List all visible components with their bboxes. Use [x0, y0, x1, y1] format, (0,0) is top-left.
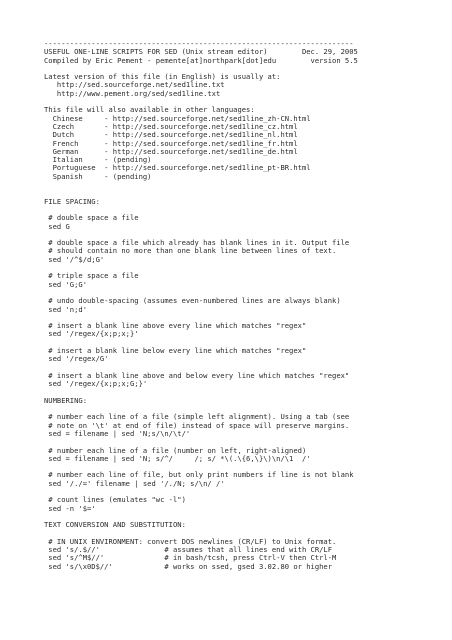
- document-line: # count lines (emulates "wc -l"): [44, 495, 186, 505]
- document-line: USEFUL ONE-LINE SCRIPTS FOR SED (Unix stream editor) Dec. 29, 2005: [44, 47, 358, 57]
- document-line: [44, 189, 444, 197]
- document-line: German - http://sed.sourceforge.net/sed1line_de.html: [44, 146, 298, 156]
- document-line: French - http://sed.sourceforge.net/sed1line_fr.html: [44, 138, 298, 148]
- document-line: [44, 388, 444, 396]
- document-line: # IN UNIX ENVIRONMENT: convert DOS newlines (CR/LF) to Unix format.: [44, 536, 337, 546]
- document-line: sed 's/\x0D$//' # works on ssed, gsed 3.02.80 or higher: [44, 561, 333, 571]
- document-line: # triple space a file: [44, 271, 139, 281]
- document-line: sed 's/^M$//' # in bash/tcsh, press Ctrl-V then Ctrl-M: [44, 553, 337, 563]
- document-line: # double space a file: [44, 213, 139, 223]
- document-line: ------------------------------------------------------------------------: [44, 39, 354, 48]
- document-line: # double space a file which already has blank lines in it. Output file: [44, 238, 350, 248]
- document-line: sed '/regex/{x;p;x;}': [44, 329, 139, 339]
- document-line: # number each line of a file (simple left alignment). Using a tab (see: [44, 412, 350, 422]
- document-line: # insert a blank line above and below every line which matches "regex": [44, 370, 350, 380]
- document-line: [44, 181, 444, 189]
- document-line: # insert a blank line below every line which matches "regex": [44, 345, 307, 355]
- document-line: Latest version of this file (in English) is usually at:: [44, 72, 281, 82]
- document-line: This file will also available in other languages:: [44, 105, 255, 115]
- document-line: sed -n '$=': [44, 503, 96, 513]
- document-line: sed 'n;d': [44, 304, 87, 314]
- document-line: Czech - http://sed.sourceforge.net/sed1line_cz.html: [44, 121, 298, 131]
- document-line: http://sed.sourceforge.net/sed1line.txt: [44, 80, 225, 90]
- document-line: Spanish - (pending): [44, 171, 152, 181]
- document-line: # number each line of file, but only print numbers if line is not blank: [44, 470, 354, 480]
- document-line: FILE SPACING:: [44, 196, 100, 206]
- document-line: Compiled by Eric Pement - pemente[at]northpark[dot]edu version 5.5: [44, 55, 358, 65]
- document-line: # note on '\t' at end of file) instead of space will preserve margins.: [44, 420, 350, 430]
- document-line: # should contain no more than one blank line between lines of text.: [44, 246, 337, 256]
- document-line: http://www.pement.org/sed/sed1line.txt: [44, 88, 221, 98]
- document-line: # insert a blank line above every line which matches "regex": [44, 321, 307, 331]
- sed-one-liners-document: [44, 40, 444, 571]
- document-line: sed '/./=' filename | sed '/./N; s/\n/ /': [44, 478, 225, 488]
- document-line: sed G: [44, 221, 70, 231]
- document-line: Italian - (pending): [44, 155, 152, 165]
- document-line: sed '/regex/{x;p;x;G;}': [44, 379, 148, 389]
- document-line: # undo double-spacing (assumes even-numbered lines are always blank): [44, 296, 341, 306]
- document-line: # number each line of a file (number on left, right-aligned): [44, 445, 307, 455]
- document-line: sed 'G;G': [44, 279, 87, 289]
- document-line: NUMBERING:: [44, 395, 87, 405]
- document-line: sed 's/.$//' # assumes that all lines end with CR/LF: [44, 545, 333, 555]
- document-line: Dutch - http://sed.sourceforge.net/sed1line_nl.html: [44, 130, 298, 140]
- document-line: TEXT CONVERSION AND SUBSTITUTION:: [44, 520, 186, 530]
- document-line: Portuguese - http://sed.sourceforge.net/sed1line_pt-BR.html: [44, 163, 311, 173]
- document-line: sed = filename | sed 'N;s/\n/\t/': [44, 428, 191, 438]
- document-line: sed '/^$/d;G': [44, 254, 105, 264]
- document-line: sed '/regex/G': [44, 354, 109, 364]
- document-line: Chinese - http://sed.sourceforge.net/sed1line_zh-CN.html: [44, 113, 311, 123]
- document-line: sed = filename | sed 'N; s/^/ /; s/ *\(.\{6,\}\)\n/\1 /': [44, 453, 311, 463]
